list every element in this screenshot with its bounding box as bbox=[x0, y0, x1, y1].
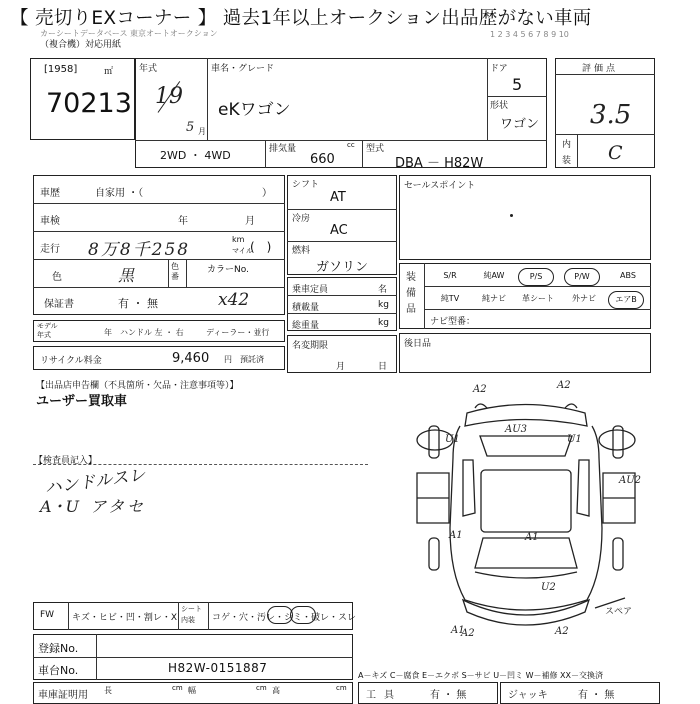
year-label: 年式 bbox=[139, 64, 158, 74]
fw-seat: シート内装 bbox=[181, 605, 202, 624]
color-no-label: 色番 bbox=[171, 262, 179, 281]
history-label: 車歴 bbox=[40, 188, 60, 199]
mileage-km: km bbox=[232, 235, 245, 244]
recycle-value: 9,460 bbox=[172, 351, 210, 366]
name-change-day: 日 bbox=[378, 362, 388, 372]
load-label: 積載量 bbox=[292, 303, 320, 313]
cert-height: 高 bbox=[272, 686, 280, 695]
damage-mark: A2 bbox=[461, 628, 475, 639]
door-value: 5 bbox=[512, 75, 523, 94]
interior-label-top: 内 bbox=[562, 140, 572, 150]
sub-header-line1: カーシートデータベース 東京オートオークション bbox=[40, 29, 218, 38]
riding-label: 乗車定員 bbox=[292, 285, 329, 295]
shaken-year-unit: 年 bbox=[178, 216, 188, 227]
cert-width: 幅 bbox=[188, 686, 196, 695]
fw-item2: コゲ・穴・汚レ・シミ・破レ・スレ bbox=[212, 613, 357, 623]
cert-unit-3: cm bbox=[336, 684, 347, 692]
warranty-note: x42 bbox=[218, 290, 250, 310]
equipment-row2-item-4: エアB bbox=[608, 291, 644, 309]
damage-mark: AU2 bbox=[619, 475, 642, 486]
car-diagram bbox=[405, 378, 690, 650]
damage-mark: A2 bbox=[473, 384, 487, 395]
year-month: 5 bbox=[186, 120, 195, 135]
year-month-unit: 月 bbox=[198, 127, 206, 136]
chassis-value: H82W-0151887 bbox=[168, 661, 268, 675]
history-close: ） bbox=[262, 188, 272, 199]
damage-mark: A2 bbox=[555, 626, 569, 637]
shape-value: ワゴン bbox=[500, 117, 540, 132]
equipment-row2-item-1: 純ナビ bbox=[482, 294, 506, 303]
mileage-paren: ( ) bbox=[250, 240, 272, 254]
cert-length: 長 bbox=[104, 686, 112, 695]
displacement-value: 660 bbox=[310, 152, 335, 167]
dealer-value: ディーラー・並行 bbox=[206, 328, 270, 337]
damage-mark: U1 bbox=[567, 434, 582, 445]
score-label: 評価点 bbox=[582, 64, 619, 74]
door-label: ドア bbox=[490, 64, 508, 74]
name-change-month: 月 bbox=[336, 362, 346, 372]
equipment-row1-item-4: ABS bbox=[620, 271, 636, 280]
inspector-label: 【検査員記入】 bbox=[34, 456, 98, 466]
damage-mark: A1 bbox=[451, 625, 465, 636]
cert-label: 車庫証明用 bbox=[38, 690, 88, 701]
name-change-label: 名変期限 bbox=[292, 341, 329, 351]
after-market-box bbox=[399, 333, 651, 373]
shaken-month-unit: 月 bbox=[245, 216, 255, 227]
declaration-label: 【出品店申告欄（不具箇所・欠品・注意事項等）】 bbox=[36, 381, 239, 391]
handle-value: ハンドル 左 ・ 右 bbox=[120, 328, 184, 337]
interior-label-bottom: 装 bbox=[562, 156, 572, 166]
register-label: 登録No. bbox=[38, 642, 79, 655]
damage-mark: AU3 bbox=[505, 424, 528, 435]
cert-unit-1: cm bbox=[172, 684, 183, 692]
year-value: 19 bbox=[155, 84, 183, 109]
fw-label: FW bbox=[40, 610, 55, 620]
after-market-label: 後日品 bbox=[404, 339, 432, 349]
chassis-label: 車台No. bbox=[38, 664, 79, 677]
mileage-label: 走行 bbox=[40, 244, 60, 255]
model-year-unit: 年 bbox=[104, 328, 112, 337]
load-unit: kg bbox=[378, 300, 389, 310]
jack-opts: 有 ・ 無 bbox=[578, 690, 615, 701]
lot-unit: ㎡ bbox=[104, 67, 114, 77]
equipment-row1-item-3: P/W bbox=[564, 268, 600, 286]
inspector-line2: A･U アタセ bbox=[40, 497, 147, 516]
sub-header-right: 1 2 3 4 5 6 7 8 9 10 bbox=[490, 30, 569, 39]
jack-label: ジャッキ bbox=[508, 690, 548, 701]
warranty-label: 保証書 bbox=[44, 299, 74, 310]
mileage-mile: マイル bbox=[232, 247, 253, 255]
damage-mark: A1 bbox=[449, 530, 463, 541]
mileage-value: 8万8千258 bbox=[88, 240, 191, 260]
damage-mark: A1 bbox=[525, 532, 539, 543]
damage-mark: U1 bbox=[445, 434, 460, 445]
drive-value: 2WD ・ 4WD bbox=[160, 149, 231, 162]
tools-label: 工具 bbox=[366, 690, 402, 701]
color-no-sub: カラーNo. bbox=[207, 265, 249, 275]
equipment-row2-item-0: 純TV bbox=[440, 294, 460, 303]
cert-unit-2: cm bbox=[256, 684, 267, 692]
gross-unit: kg bbox=[378, 318, 389, 328]
sub-header-line2: （複合機）対応用紙 bbox=[40, 40, 122, 50]
lot-bracket: [1958] bbox=[44, 64, 78, 75]
displacement-unit: cc bbox=[347, 141, 355, 149]
riding-unit: 名 bbox=[378, 285, 388, 295]
gross-label: 総重量 bbox=[292, 321, 320, 331]
shape-label: 形状 bbox=[490, 101, 509, 111]
ac-value: AC bbox=[330, 223, 348, 238]
lot-number: 70213 bbox=[46, 88, 132, 119]
equipment-row1-item-2: P/S bbox=[518, 268, 554, 286]
recycle-unit: 円 bbox=[224, 355, 232, 364]
equipment-row2-item-3: 外ナビ bbox=[572, 294, 596, 303]
equipment-label: 装備品 bbox=[406, 272, 416, 315]
shift-value: AT bbox=[330, 190, 346, 205]
model-label: 型式 bbox=[366, 144, 385, 154]
spare-label: スペア bbox=[605, 607, 633, 617]
interior-value: C bbox=[608, 142, 623, 164]
equipment-row2-item-2: 革シート bbox=[522, 294, 554, 303]
inspector-line1: ハンドルスレ bbox=[43, 465, 147, 499]
damage-legend: A－キズ C－腐食 E－エクボ S－サビ U－凹ミ W－補修 XX－交換済 bbox=[358, 671, 604, 680]
history-value: 自家用 ・（ bbox=[95, 188, 144, 199]
fw-item1: キズ・ヒビ・凹・割レ・X bbox=[72, 613, 177, 623]
recycle-status: 預託済 bbox=[240, 355, 264, 364]
equipment-row1-item-0: S/R bbox=[443, 271, 457, 280]
sales-point-label: セールスポイント bbox=[404, 181, 476, 191]
tools-opts: 有 ・ 無 bbox=[430, 690, 467, 701]
model-year-label: モデル年式 bbox=[37, 322, 58, 339]
displacement-label: 排気量 bbox=[269, 144, 297, 154]
car-name: eKワゴン bbox=[218, 100, 291, 120]
warranty-opts: 有 ・ 無 bbox=[118, 297, 158, 310]
color-value: 黒 bbox=[118, 266, 135, 285]
shift-label: シフト bbox=[292, 180, 320, 190]
fuel-value: ガソリン bbox=[316, 260, 369, 275]
ac-label: 冷房 bbox=[292, 214, 311, 224]
score-value: 3.5 bbox=[590, 100, 632, 130]
navi-model-label: ナビ型番： bbox=[430, 317, 476, 327]
shaken-label: 車検 bbox=[40, 216, 60, 227]
car-label: 車名・グレード bbox=[211, 64, 275, 74]
model-value: DBA － H82W bbox=[395, 156, 484, 171]
declaration-value: ユーザー買取車 bbox=[36, 394, 128, 409]
damage-mark: A2 bbox=[557, 380, 571, 391]
equipment-row1-item-1: 純AW bbox=[483, 271, 505, 280]
recycle-label: リサイクル料金 bbox=[40, 356, 102, 366]
banner-text: 【 売切りEXコーナー 】 過去1年以上オークション出品歴がない車両 bbox=[10, 8, 592, 29]
fuel-label: 燃料 bbox=[292, 246, 311, 256]
damage-mark: U2 bbox=[541, 582, 556, 593]
color-label: 色 bbox=[52, 272, 62, 283]
